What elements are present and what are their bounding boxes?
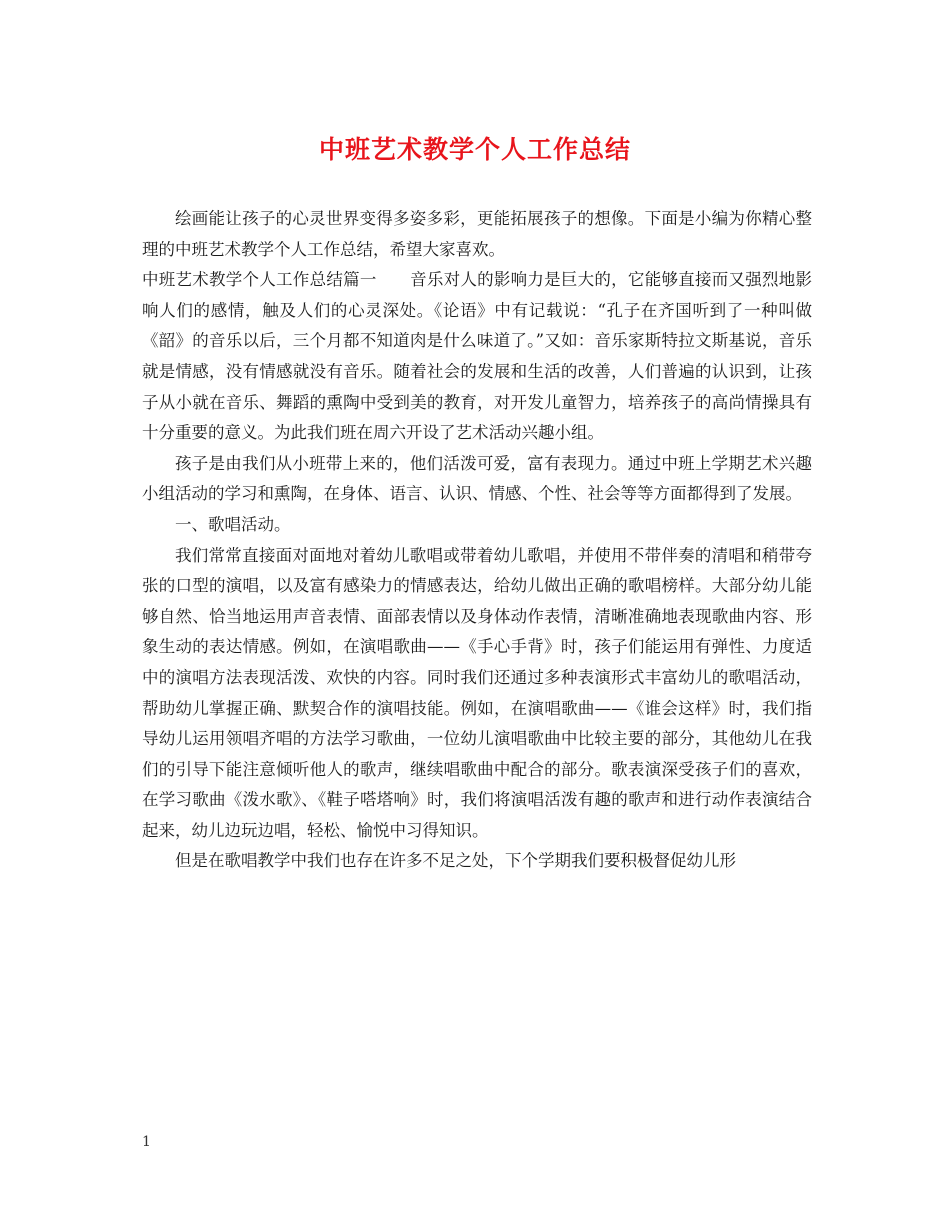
paragraph-singing-details: 我们常常直接面对面地对着幼儿歌唱或带着幼儿歌唱，并使用不带伴奏的清唱和稍带夸张的口型的演唱，以及富有感染力的情感表达，给幼儿做出正确的歌唱榜样。大部分幼儿能够自然、恰当地运用声音表情、面部表情以及身体动作表情，清晰准确地表现歌曲内容、形象生动的表达情感。例如，在演唱歌曲——《手心手背》时，孩子们能运用有弹性、力度适中的演唱方法表现活泼、欢快的内容。同时我们还通过多种表演形式丰富幼儿的歌唱活动，帮助幼儿掌握正确、默契合作的演唱技能。例如，在演唱歌曲——《谁会这样》时，我们指导幼儿运用领唱齐唱的方法学习歌曲，一位幼儿演唱歌曲中比较主要的部分，其他幼儿在我们的引导下能注意倾听他人的歌声，继续唱歌曲中配合的部分。歌表演深受孩子们的喜欢，在学习歌曲《泼水歌》、《鞋子嗒塔响》时，我们将演唱活泼有趣的歌声和进行动作表演结合起来，幼儿边玩边唱，轻松、愉悦中习得知识。 bbox=[142, 545, 812, 840]
paragraph-intro: 绘画能让孩子的心灵世界变得多姿多彩，更能拓展孩子的想像。下面是小编为你精心整理的中班艺术教学个人工作总结，希望大家喜欢。 bbox=[142, 209, 812, 259]
heading-singing-activity: 一、歌唱活动。 bbox=[175, 514, 291, 534]
paragraph-shortcomings: 但是在歌唱教学中我们也存在许多不足之处，下个学期我们要积极督促幼儿形 bbox=[175, 851, 736, 871]
page-number: 1 bbox=[142, 1134, 151, 1150]
paragraph-children: 孩子是由我们从小班带上来的，他们活泼可爱，富有表现力。通过中班上学期艺术兴趣小组活动的学习和熏陶，在身体、语言、认识、情感、个性、社会等等方面都得到了发展。 bbox=[142, 453, 812, 504]
paragraph-section-one: 中班艺术教学个人工作总结篇一 音乐对人的影响力是巨大的，它能够直接而又强烈地影响人们的感情，触及人们的心灵深处。《论语》中有记载说：“孔子在齐国听到了一种叫做《韶》的音乐以后，三个月都不知道肉是什么味道了。”又如：音乐家斯特拉文斯基说，音乐就是情感，没有情感就没有音乐。随着社会的发展和生活的改善，人们普遍的认识到，让孩子从小就在音乐、舞蹈的熏陶中受到美的教育，对开发儿童智力，培养孩子的高尚情操具有十分重要的意义。为此我们班在周六开设了艺术活动兴趣小组。 bbox=[142, 270, 812, 443]
document-title: 中班艺术教学个人工作总结 bbox=[318, 135, 631, 164]
document-body bbox=[142, 204, 812, 877]
